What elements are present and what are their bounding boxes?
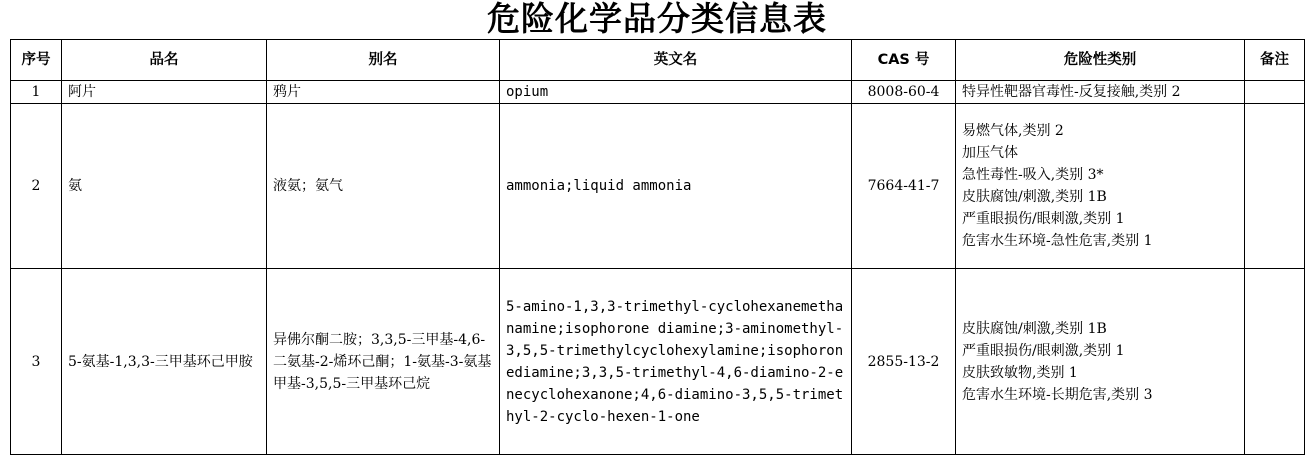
hazard-item: 严重眼损伤/眼刺激,类别 1	[962, 211, 1125, 227]
row-cas: 7664-41-7	[852, 104, 956, 269]
row-index: 3	[11, 269, 62, 455]
table-row	[11, 81, 1305, 104]
row-alias: 鸦片	[267, 81, 500, 104]
row-cas: 2855-13-2	[852, 269, 956, 455]
row-english: opium	[500, 81, 852, 104]
hazard-item: 易燃气体,类别 2	[962, 123, 1064, 139]
row-index: 2	[11, 104, 62, 269]
page-title: 危险化学品分类信息表	[487, 0, 827, 38]
col-header-index: 序号	[11, 40, 62, 81]
row-english: ammonia;liquid ammonia	[500, 104, 852, 269]
row-cas: 8008-60-4	[852, 81, 956, 104]
col-header-english: 英文名	[500, 40, 852, 81]
row-hazards	[956, 269, 1245, 455]
hazard-item: 急性毒性-吸入,类别 3*	[962, 167, 1104, 183]
row-hazards	[956, 81, 1245, 104]
row-name: 氨	[62, 104, 267, 269]
row-alias: 异佛尔酮二胺；3,3,5-三甲基-4,6-二氨基-2-烯环己酮；1-氨基-3-氨基甲基-3,5,5-三甲基环己烷	[267, 269, 500, 455]
row-remark	[1245, 269, 1305, 455]
col-header-cas: CAS 号	[852, 40, 956, 81]
col-header-alias: 别名	[267, 40, 500, 81]
col-header-name: 品名	[62, 40, 267, 81]
hazard-item: 皮肤腐蚀/刺激,类别 1B	[962, 189, 1107, 205]
row-index: 1	[11, 81, 62, 104]
row-name: 5-氨基-1,3,3-三甲基环己甲胺	[62, 269, 267, 455]
hazard-item: 严重眼损伤/眼刺激,类别 1	[962, 342, 1125, 359]
row-remark	[1245, 81, 1305, 104]
row-hazards	[956, 104, 1245, 269]
hazard-item: 特异性靶器官毒性-反复接触,类别 2	[962, 84, 1181, 100]
col-header-hazard: 危险性类别	[956, 40, 1245, 81]
row-alias: 液氨；氨气	[267, 104, 500, 269]
table-row	[11, 104, 1305, 269]
hazard-item: 皮肤致敏物,类别 1	[962, 364, 1078, 381]
header-row	[11, 40, 1305, 81]
hazard-item: 皮肤腐蚀/刺激,类别 1B	[962, 320, 1107, 337]
hazard-item: 危害水生环境-长期危害,类别 3	[962, 386, 1153, 403]
row-name: 阿片	[62, 81, 267, 104]
hazard-table	[10, 39, 1305, 455]
col-header-remark: 备注	[1245, 40, 1305, 81]
row-remark	[1245, 104, 1305, 269]
row-english: 5-amino-1,3,3-trimethyl-cyclohexanemethanamine;isophorone diamine;3-aminomethyl-3,5,5-trimethylcyclohexylamine;isophoronediamine;3,3,5-trimethyl-4,6-diamino-2-enecyclohexanone;4,6-diamino-3,5,5-trimethyl-2-cyclo-hexen-1-one	[500, 269, 852, 455]
hazard-item: 危害水生环境-急性危害,类别 1	[962, 233, 1153, 249]
table-row	[11, 269, 1305, 455]
hazard-item: 加压气体	[962, 145, 1018, 161]
